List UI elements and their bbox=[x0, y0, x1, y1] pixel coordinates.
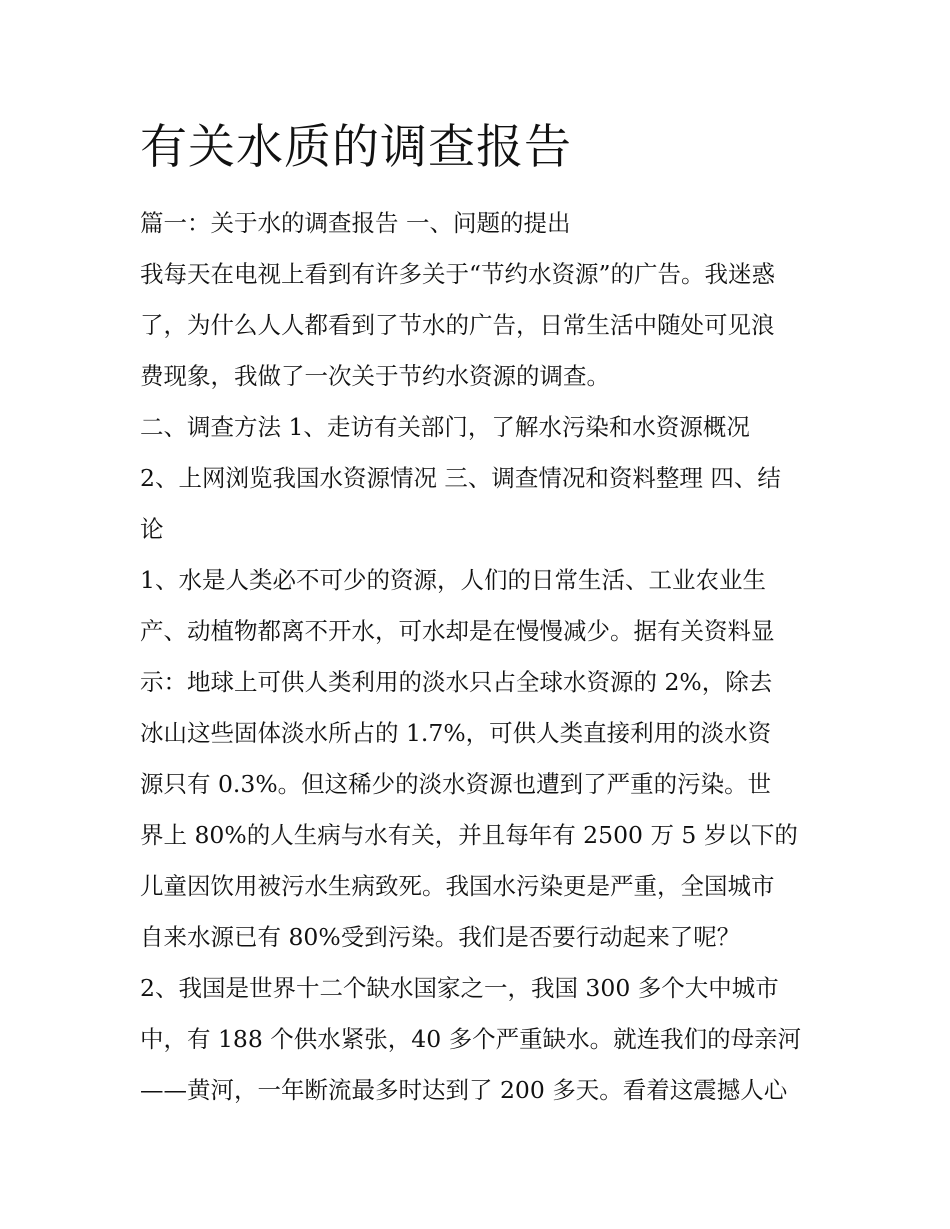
paragraph-line: 示：地球上可供人类利用的淡水只占全球水资源的 2%，除去 bbox=[140, 668, 773, 696]
paragraph-line: 儿童因饮用被污水生病致死。我国水污染更是严重，全国城市 bbox=[140, 872, 775, 900]
section-heading-line: 篇一：关于水的调查报告 一、问题的提出 bbox=[140, 209, 571, 237]
paragraph-line: 论 bbox=[140, 515, 164, 543]
paragraph-line: 源只有 0.3%。但这稀少的淡水资源也遭到了严重的污染。世 bbox=[140, 770, 772, 798]
paragraph-line: 产、动植物都离不开水，可水却是在慢慢减少。据有关资料显 bbox=[140, 617, 775, 645]
paragraph-line: 冰山这些固体淡水所占的 1.7%，可供人类直接利用的淡水资 bbox=[140, 719, 772, 747]
paragraph-line: 了，为什么人人都看到了节水的广告，日常生活中随处可见浪 bbox=[140, 311, 775, 339]
paragraph-line: 中，有 188 个供水紧张，40 多个严重缺水。就连我们的母亲河 bbox=[140, 1025, 802, 1053]
paragraph-line: 我每天在电视上看到有许多关于“节约水资源”的广告。我迷惑 bbox=[140, 260, 776, 288]
paragraph-line: 二、调查方法 1、走访有关部门，了解水污染和水资源概况 bbox=[140, 413, 750, 441]
paragraph-line: 自来水源已有 80%受到污染。我们是否要行动起来了呢？ bbox=[140, 923, 741, 951]
paragraph-line: 2、上网浏览我国水资源情况 三、调查情况和资料整理 四、结 bbox=[140, 464, 781, 492]
document-title: 有关水质的调查报告 bbox=[140, 120, 572, 175]
paragraph-line: 界上 80%的人生病与水有关，并且每年有 2500 万 5 岁以下的 bbox=[140, 821, 798, 849]
paragraph-line: 2、我国是世界十二个缺水国家之一，我国 300 多个大中城市 bbox=[140, 974, 779, 1002]
document-body bbox=[140, 203, 840, 1121]
paragraph-line: 1、水是人类必不可少的资源，人们的日常生活、工业农业生 bbox=[140, 566, 766, 594]
paragraph-line: ——黄河，一年断流最多时达到了 200 多天。看着这震撼人心 bbox=[140, 1076, 788, 1104]
paragraph-line: 费现象，我做了一次关于节约水资源的调查。 bbox=[140, 362, 610, 390]
